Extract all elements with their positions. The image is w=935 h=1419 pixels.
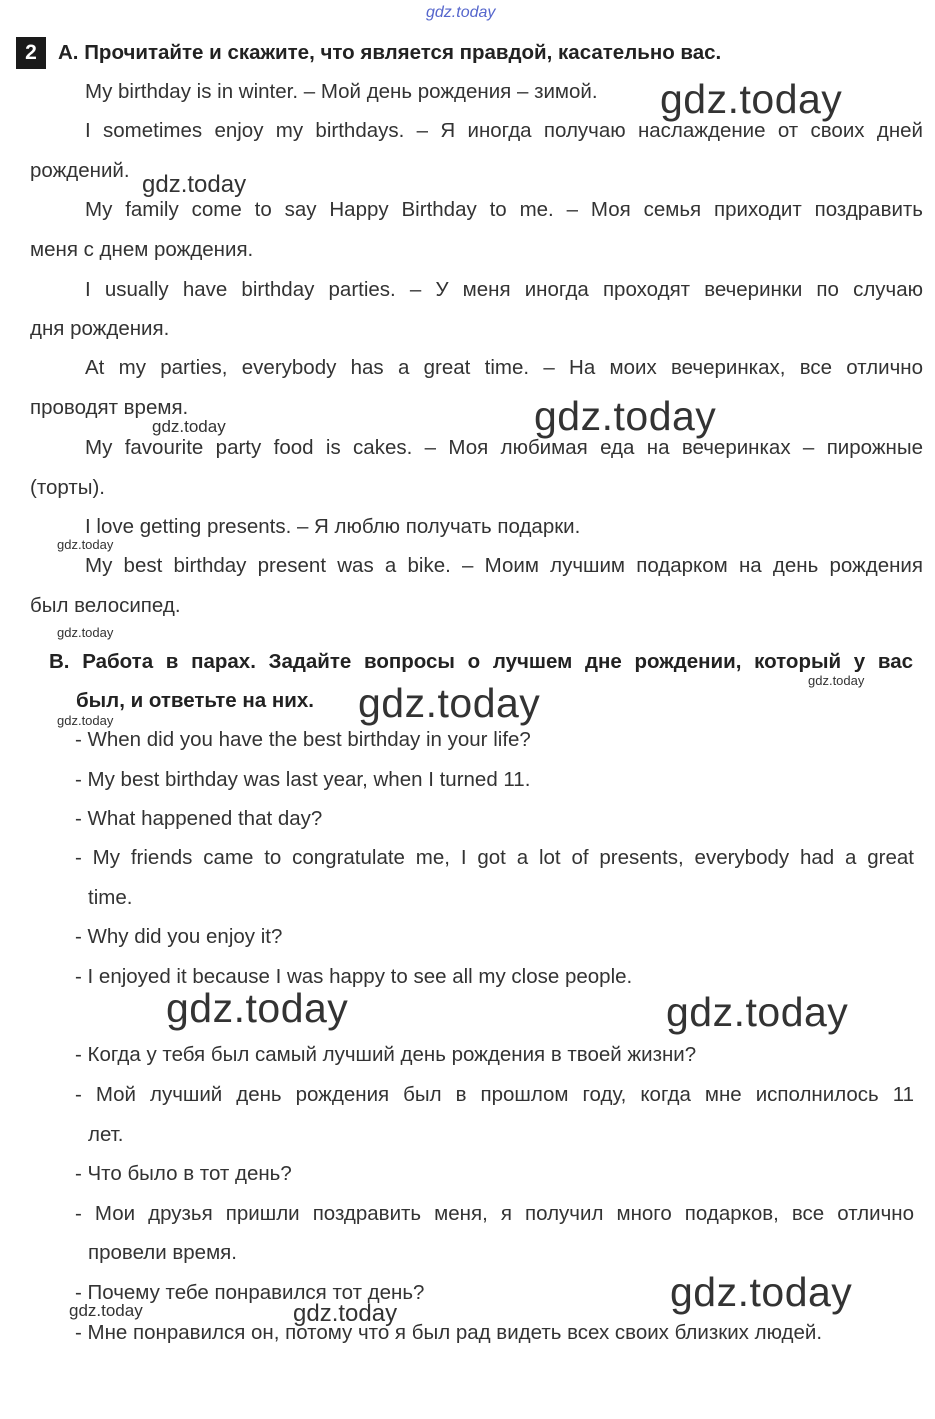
watermark: gdz.today: [69, 1301, 143, 1320]
part-b-title-cont: был, и ответьте на них.: [76, 689, 314, 712]
dialogue-line: - I enjoyed it because I was happy to see all my close people.: [75, 965, 633, 988]
text-line: рождений.: [30, 159, 130, 182]
dialogue-line: - Что было в тот день?: [75, 1162, 292, 1185]
watermark: gdz.today: [142, 171, 247, 198]
dialogue-line: - My friends came to congratulate me, I got a lot of presents, everybody had a great: [75, 846, 914, 869]
part-a-title: A. Прочитайте и скажите, что является правдой, касательно вас.: [58, 41, 722, 64]
part-b-title: B. Работа в парах. Задайте вопросы о лучшем дне рождении, который у вас: [49, 650, 913, 673]
watermark: gdz.today: [358, 680, 541, 726]
dialogue-line: - When did you have the best birthday in your life?: [75, 728, 531, 751]
text-line: I usually have birthday parties. – У меня иногда проходят вечеринки по случаю: [85, 278, 923, 301]
dialogue-line: - Мне понравился он, потому что я был рад видеть всех своих близких людей.: [75, 1321, 823, 1344]
dialogue-line: лет.: [88, 1123, 124, 1146]
watermark: gdz.today: [152, 417, 226, 436]
watermark: gdz.today: [808, 673, 865, 688]
text-line: I sometimes enjoy my birthdays. – Я иногда получаю наслаждение от своих дней: [85, 119, 923, 142]
watermark: gdz.today: [57, 537, 114, 552]
text-line: I love getting presents. – Я люблю получать подарки.: [85, 515, 581, 538]
watermark: gdz.today: [293, 1300, 398, 1327]
text-line: At my parties, everybody has a great time. – На моих вечеринках, все отлично: [85, 356, 923, 379]
text-line: дня рождения.: [30, 317, 170, 340]
text-line: My best birthday present was a bike. – Моим лучшим подарком на день рождения: [85, 554, 923, 577]
text-line: был велосипед.: [30, 594, 181, 617]
watermark: gdz.today: [57, 625, 114, 640]
dialogue-line: time.: [88, 886, 133, 909]
dialogue-line: - Мои друзья пришли поздравить меня, я получил много подарков, все отлично: [75, 1202, 914, 1225]
exercise-number-badge: 2: [16, 37, 46, 69]
dialogue-line: - Почему тебе понравился тот день?: [75, 1281, 425, 1304]
text-line: проводят время.: [30, 396, 189, 419]
dialogue-line: - My best birthday was last year, when I turned 11.: [75, 768, 531, 791]
watermark: gdz.today: [666, 989, 849, 1035]
site-watermark-top: gdz.today: [426, 4, 496, 21]
watermark: gdz.today: [660, 76, 843, 122]
text-line: My family come to say Happy Birthday to me. – Моя семья приходит поздравить: [85, 198, 923, 221]
watermark: gdz.today: [670, 1269, 853, 1315]
text-line: (торты).: [30, 476, 105, 499]
dialogue-line: - What happened that day?: [75, 807, 323, 830]
dialogue-line: - Когда у тебя был самый лучший день рождения в твоей жизни?: [75, 1043, 697, 1066]
text-line: My birthday is in winter. – Мой день рождения – зимой.: [85, 80, 598, 103]
dialogue-line: провели время.: [88, 1241, 237, 1264]
watermark: gdz.today: [166, 985, 349, 1031]
dialogue-line: - Мой лучший день рождения был в прошлом году, когда мне исполнилось 11: [75, 1083, 914, 1106]
text-line: меня с днем рождения.: [30, 238, 254, 261]
text-line: My favourite party food is cakes. – Моя любимая еда на вечеринках – пирожные: [85, 436, 923, 459]
watermark: gdz.today: [534, 393, 717, 439]
dialogue-line: - Why did you enjoy it?: [75, 925, 283, 948]
watermark: gdz.today: [57, 713, 114, 728]
